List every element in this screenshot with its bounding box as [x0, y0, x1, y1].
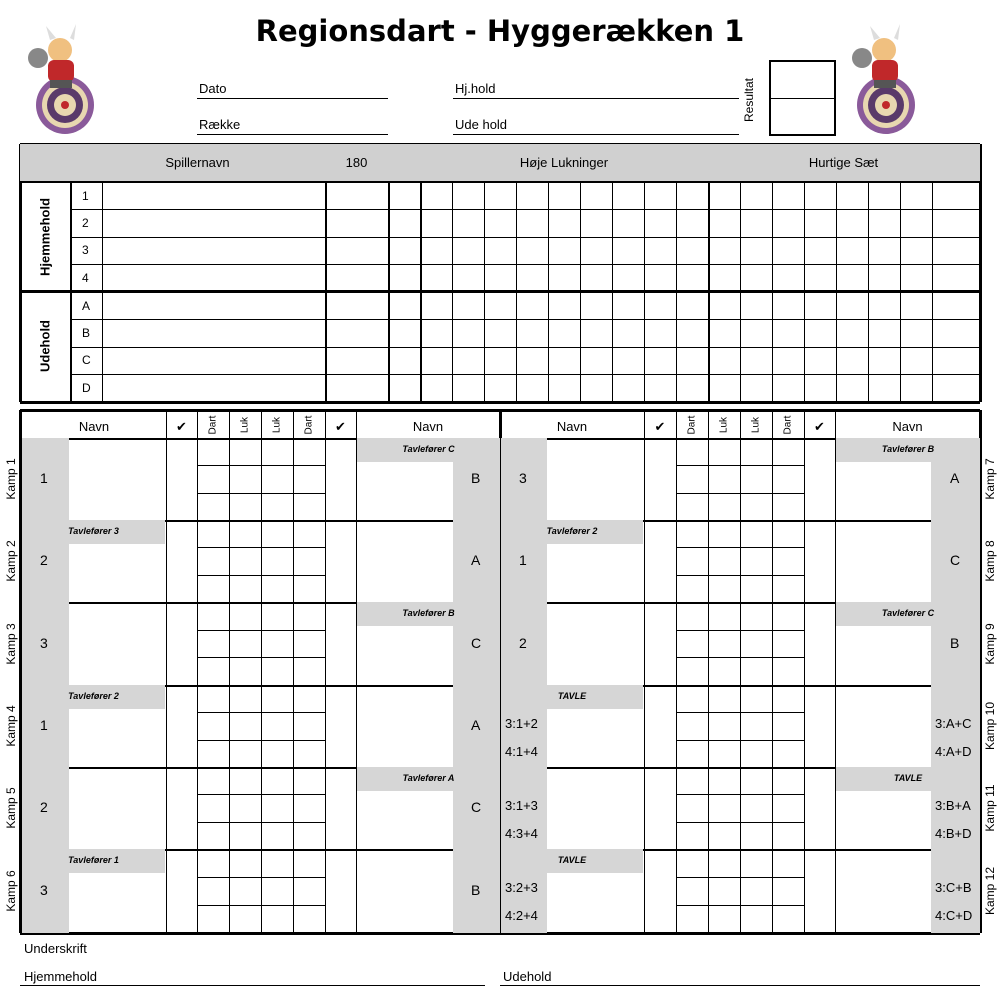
udehold-signature-line[interactable] [500, 985, 980, 986]
grid-line [676, 657, 804, 658]
doubles-home-pair: 3:1+2 [505, 716, 538, 731]
doubles-away-pair: 3:C+B [935, 880, 972, 895]
doubles-away-pair: 4:A+D [935, 744, 972, 759]
tavlefoerer-label: TAVLE [893, 773, 923, 783]
doubles-away-pair: 3:B+A [935, 798, 971, 813]
home-player-4: 4 [82, 271, 89, 285]
away-player-d: D [82, 381, 91, 395]
header-dart-3: Dart [686, 415, 698, 435]
match-away-player: B [471, 882, 481, 898]
match-away-player: C [471, 799, 482, 815]
grid-line [676, 877, 804, 878]
grid-line [676, 547, 804, 548]
kamp-label-12: Kamp 12 [983, 866, 997, 916]
grid-line [197, 547, 325, 548]
match-away-player: A [471, 552, 481, 568]
grid-line [197, 630, 325, 631]
tavlefoerer-label: Tavlefører 3 [68, 526, 119, 536]
match-home-player: 2 [40, 799, 48, 815]
header-hoje-lukninger: Høje Lukninger [519, 155, 609, 170]
header-navn-4: Navn [892, 419, 923, 434]
match-away-player: C [950, 552, 961, 568]
hjhold-label: Hj.hold [455, 81, 496, 96]
grid-line [676, 740, 804, 741]
grid-line [708, 410, 709, 933]
tavlefoerer-label: Tavlefører B [881, 444, 935, 454]
grid-line [676, 794, 804, 795]
kamp-label-4: Kamp 4 [4, 705, 18, 747]
match-home-player: 3 [40, 882, 48, 898]
header-luk-4: Luk [750, 416, 762, 434]
away-player-c: C [82, 353, 91, 367]
home-player-2: 2 [82, 216, 89, 230]
tavlefoerer-label: Tavlefører B [402, 608, 455, 618]
grid-line [676, 575, 804, 576]
header-dart-1: Dart [207, 415, 219, 435]
grid-line [197, 657, 325, 658]
grid-line [325, 410, 326, 933]
match-home-player: 1 [519, 552, 527, 568]
header-hurtige-saet: Hurtige Sæt [808, 155, 879, 170]
tavlefoerer-label: TAVLE [557, 691, 587, 701]
header-luk-2: Luk [271, 416, 283, 434]
grid-line [20, 409, 980, 412]
tavlefoerer-label: Tavlefører C [402, 444, 455, 454]
header-navn-1: Navn [78, 419, 110, 434]
hjemmehold-side-label: Hjemmehold [37, 197, 53, 277]
header-luk-3: Luk [718, 416, 730, 434]
grid-line [197, 905, 325, 906]
match-home-player: 1 [40, 470, 48, 486]
grid-line [676, 493, 804, 494]
kamp-label-5: Kamp 5 [4, 787, 18, 829]
match-away-player: C [471, 634, 482, 651]
kamp-label-2: Kamp 2 [4, 540, 18, 582]
doubles-home-pair: 3:1+3 [505, 798, 538, 813]
udehold-label: Ude hold [455, 117, 508, 132]
resultat-label: Resultat [742, 77, 756, 122]
header-180: 180 [345, 155, 368, 170]
grid-line [676, 630, 804, 631]
kamp-label-1: Kamp 1 [4, 458, 18, 500]
grid-line [804, 410, 805, 933]
header-dart-4: Dart [782, 415, 794, 435]
kamp-label-10: Kamp 10 [983, 701, 997, 751]
header-check-4: ✔ [814, 419, 825, 434]
udehold-signature-label: Udehold [503, 969, 552, 984]
header-navn-2: Navn [412, 419, 444, 434]
home-player-1: 1 [82, 189, 89, 203]
grid-line [166, 410, 167, 933]
match-home-player: 2 [519, 634, 527, 651]
tavlefoerer-label: Tavlefører 2 [68, 691, 119, 701]
match-away-player: B [950, 634, 960, 651]
match-home-player: 2 [40, 552, 48, 568]
home-player-3: 3 [82, 243, 89, 257]
hjemmehold-signature-label: Hjemmehold [24, 969, 97, 984]
grid-line [197, 712, 325, 713]
header-check-1: ✔ [176, 419, 187, 434]
raekke-label: Række [199, 117, 241, 132]
grid-line [772, 410, 773, 933]
kamp-label-11: Kamp 11 [983, 784, 997, 832]
header-spillernavn: Spillernavn [165, 155, 230, 170]
kamp-label-7: Kamp 7 [983, 458, 997, 500]
doubles-away-pair: 4:B+D [935, 826, 972, 841]
grid-line [676, 712, 804, 713]
header-check-3: ✔ [654, 419, 666, 434]
grid-line [644, 410, 645, 933]
tavlefoerer-label: Tavlefører 2 [546, 526, 598, 536]
kamp-label-8: Kamp 8 [983, 540, 997, 582]
doubles-away-pair: 4:C+D [935, 908, 973, 923]
grid-line [197, 465, 325, 466]
match-away-player: B [471, 470, 481, 486]
grid-line [676, 905, 804, 906]
grid-line [197, 575, 325, 576]
grid-line [740, 410, 741, 933]
kamp-label-6: Kamp 6 [4, 870, 18, 912]
doubles-home-pair: 4:2+4 [505, 908, 538, 923]
tavlefoerer-label: Tavlefører 1 [68, 855, 119, 865]
match-away-player: A [471, 717, 481, 733]
grid-line [835, 410, 836, 933]
doubles-away-pair: 3:A+C [935, 716, 972, 731]
header-luk-1: Luk [239, 416, 251, 434]
grid-line [197, 740, 325, 741]
hjemmehold-signature-line[interactable] [20, 985, 485, 986]
header-check-2: ✔ [335, 419, 346, 434]
header-dart-2: Dart [303, 415, 315, 435]
dato-label: Dato [199, 81, 227, 96]
grid-line [293, 410, 294, 933]
doubles-home-pair: 4:1+4 [505, 744, 538, 759]
tavlefoerer-label: TAVLE [557, 855, 587, 865]
tavlefoerer-label: Tavlefører C [881, 608, 935, 618]
grid-line [197, 822, 325, 823]
grid-line [676, 410, 677, 933]
header-navn-3: Navn [556, 419, 588, 434]
grid-line [676, 465, 804, 466]
underskrift-label: Underskrift [24, 941, 87, 956]
match-away-player: A [950, 470, 960, 486]
match-home-player: 3 [519, 470, 527, 486]
away-player-a: A [82, 299, 91, 313]
doubles-home-pair: 4:3+4 [505, 826, 538, 841]
grid-line [20, 932, 980, 935]
grid-line [356, 410, 357, 933]
grid-line [261, 410, 262, 933]
grid-line [229, 410, 230, 933]
away-player-b: B [82, 326, 91, 340]
grid-line [197, 410, 198, 933]
kamp-label-3: Kamp 3 [4, 622, 18, 665]
udehold-side-label: Udehold [37, 320, 53, 372]
kamp-label-9: Kamp 9 [983, 622, 997, 665]
page-title: Regionsdart - Hyggerækken 1 [255, 14, 745, 48]
grid-line [676, 822, 804, 823]
grid-line [197, 877, 325, 878]
tavlefoerer-label: Tavlefører A [402, 773, 455, 783]
match-home-player: 1 [40, 717, 48, 733]
grid-line [197, 493, 325, 494]
grid-line [197, 794, 325, 795]
doubles-home-pair: 3:2+3 [505, 880, 538, 895]
match-home-player: 3 [40, 634, 48, 651]
